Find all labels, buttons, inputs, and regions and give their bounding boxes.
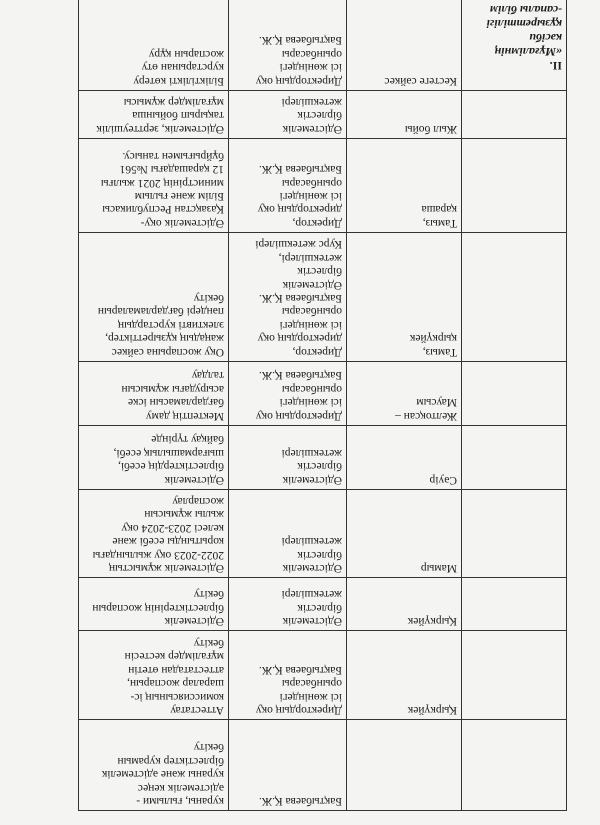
- term-cell: Жыл бойы: [347, 90, 462, 138]
- table-row: [79, 425, 567, 489]
- activity-cell: Біліктілікті көтеру курстарынан өту жоспарын құру: [79, 0, 229, 90]
- responsible-cell: Әдістемелік бірлестік жетекшілері: [229, 90, 347, 138]
- responsible-cell: Директор, директордың оқу ісі жөніндегі орынбасары Бақтыбаева Қ.Ж.: [229, 138, 347, 232]
- section-cell: [462, 578, 567, 631]
- activity-cell: Әдістемелік оқу- Қазақстан Республикасы Білім және ғылым министрінің 2021 жылғы 12 қарашадағы №561 бұйрығымен танысу.: [79, 138, 229, 232]
- activity-cell: кураны, ғылыми - әдістемелік кеңес кураны және әдістемелік бірлестіктер курамын бекіту: [79, 720, 229, 811]
- responsible-cell: Бақтыбаева Қ.Ж.: [229, 720, 347, 811]
- activity-cell: Әдістемелік бірлестіктерінің жоспарын бекіту: [79, 578, 229, 631]
- table-row: [79, 489, 567, 577]
- activity-cell: Әдістемелік бірлестіктердің есебі, шығармашылық есебі, байқау түрінде: [79, 425, 229, 489]
- term-cell: Тамыз, қыркүйек: [347, 232, 462, 361]
- table-row: [79, 138, 567, 232]
- section-cell: [462, 425, 567, 489]
- term-cell: Желтоқсан – Маусым: [347, 361, 462, 425]
- section-title-cont: -сапалы білім: [489, 2, 562, 17]
- section-cell: [462, 232, 567, 361]
- section-title: «Мұғалімнің кәсіби құзыреттілігі: [486, 16, 562, 59]
- section-cell: [462, 489, 567, 577]
- activity-cell: Әдістемелік жұмыстың 2022-2023 оқу жылындағы корытынды есебі және келесі 2023-2024 оқу жылы жұмысын жоспарлау: [79, 489, 229, 577]
- section-title-cell: [462, 0, 567, 90]
- section-cell: [462, 361, 567, 425]
- section-cell: [462, 90, 567, 138]
- table-row: [79, 720, 567, 811]
- table-row: [79, 578, 567, 631]
- term-cell: Кестеге сәйкес: [347, 0, 462, 90]
- table-row: [79, 0, 567, 90]
- section-cell: [462, 631, 567, 720]
- section-cell: [462, 720, 567, 811]
- term-cell: [347, 720, 462, 811]
- table-row: [79, 631, 567, 720]
- term-cell: Қыркүйек: [347, 578, 462, 631]
- plan-table: [78, 0, 567, 811]
- term-cell: Сәуір: [347, 425, 462, 489]
- term-cell: Тамыз, қараша: [347, 138, 462, 232]
- responsible-cell: Әдістемелік бірлестік жетекшілері: [229, 489, 347, 577]
- activity-cell: Аттестатау комиссиясының іс- шаралар жоспарын, аттестатадан өтетін мұғалімдер кестесін бекіту: [79, 631, 229, 720]
- activity-cell: Әдістемелік, зерттеушілік тақырып бойынша мұғалімдер жұмысы: [79, 90, 229, 138]
- responsible-cell: Директор, директордың оқу ісі жөніндегі орынбасары Бақтыбаева Қ.Ж. Әдістемелік бірлестік жетекшілері, Курс жетекшілері: [229, 232, 347, 361]
- responsible-cell: Директордың оқу ісі жөніндегі орынбасары Бақтыбаева Қ.Ж.: [229, 631, 347, 720]
- responsible-cell: Директордың оқу ісі жөніндегі орынбасары Бақтыбаева Қ.Ж.: [229, 0, 347, 90]
- responsible-cell: Әдістемелік бірлестік жетекшілері: [229, 578, 347, 631]
- table-row: [79, 232, 567, 361]
- term-cell: Мамыр: [347, 489, 462, 577]
- activity-cell: Мектептің даму бағдарламасын іске асырудағы жұмысын талдау: [79, 361, 229, 425]
- responsible-cell: Әдістемелік бірлестік жетекшілері: [229, 425, 347, 489]
- term-cell: Қыркүйек: [347, 631, 462, 720]
- table-row: [79, 90, 567, 138]
- section-number: II.: [549, 58, 562, 73]
- responsible-cell: Директордың оқу ісі жөніндегі орынбасары Бақтыбаева Қ.Ж.: [229, 361, 347, 425]
- table-row: [79, 361, 567, 425]
- section-cell: [462, 138, 567, 232]
- activity-cell: Оқу жоспарына сәйкес жаңадың құзыреттіктер, элективті курстардың пәндері бағдарламаларын бекіту: [79, 232, 229, 361]
